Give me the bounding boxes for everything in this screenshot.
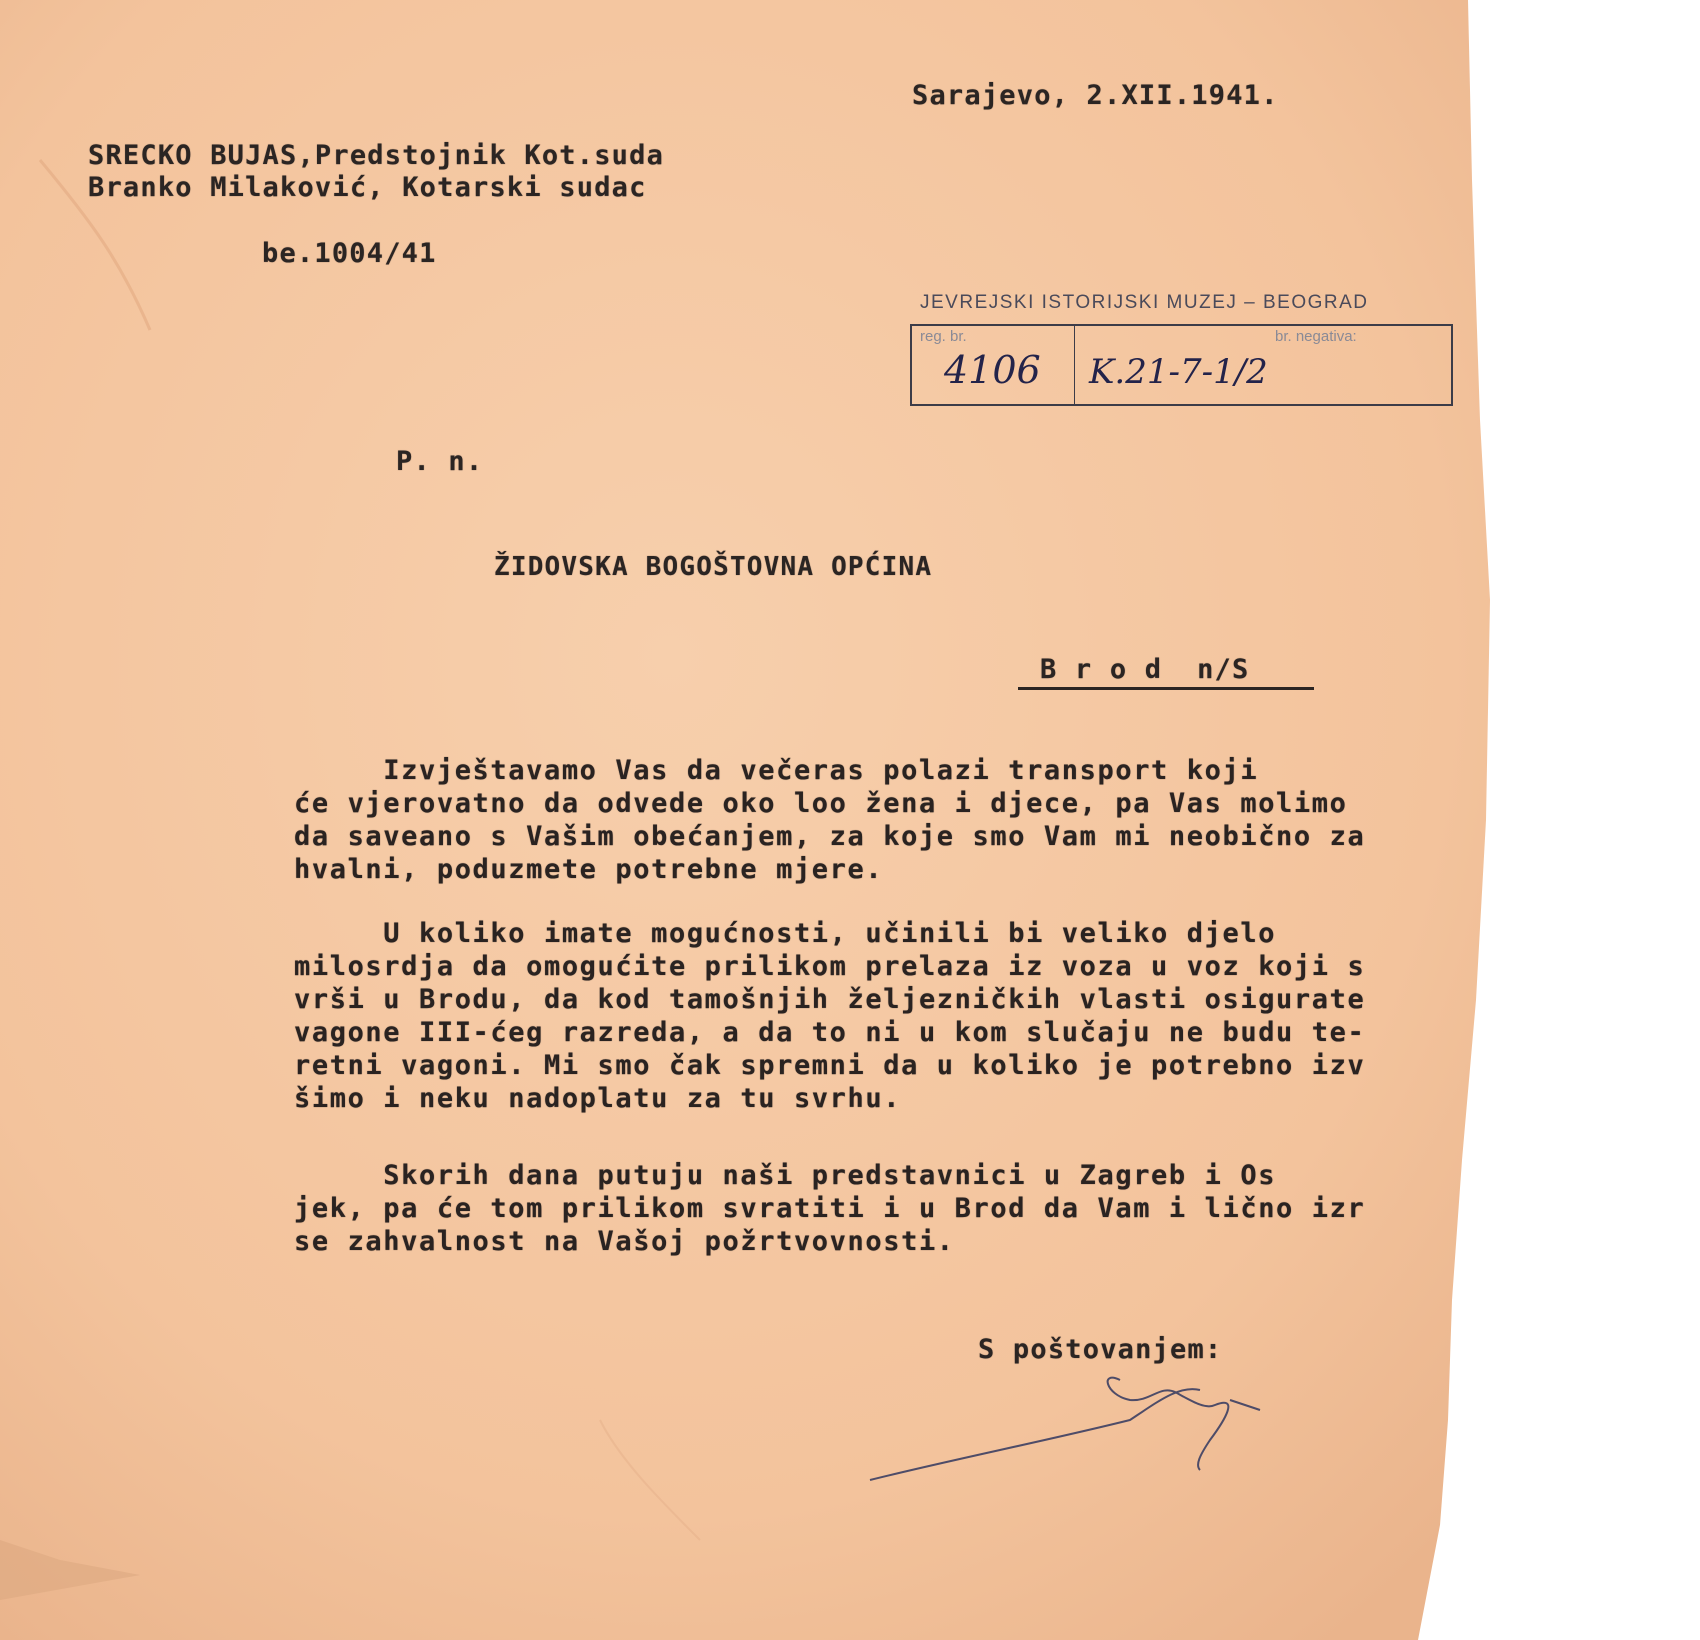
body-line: da saveano s Vašim obećanjem, za koje smo Vam mi neobično za	[294, 821, 1366, 852]
body-line: Skorih dana putuju naši predstavnici u Zagreb i Os	[294, 1160, 1277, 1191]
sender-line-2: Branko Milaković, Kotarski sudac	[88, 172, 647, 203]
body-line: se zahvalnost na Vašoj požrtvovnosti.	[294, 1226, 955, 1257]
body-line: milosrdja da omogućite prilikom prelaza iz voza u voz koji s	[294, 951, 1366, 982]
body-line: hvalni, poduzmete potrebne mjere.	[294, 854, 884, 885]
stamp-reg-label: reg. br.	[920, 328, 967, 345]
body-line: vrši u Brodu, da kod tamošnjih željezničkih vlasti osigurate	[294, 984, 1366, 1015]
body-line: U koliko imate mogućnosti, učinili bi veliko djelo	[294, 918, 1277, 949]
closing: S poštovanjem:	[978, 1334, 1223, 1365]
stamp-signature-value: K.21-7-1/2	[1089, 352, 1268, 392]
body-line: jek, pa će tom prilikom svratiti i u Brod da Vam i lično izr	[294, 1193, 1366, 1224]
body-line: će vjerovatno da odvede oko loo žena i djece, pa Vas molimo	[294, 788, 1348, 819]
salutation: P. n.	[396, 446, 484, 477]
body-line: Izvještavamo Vas da večeras polazi transport koji	[294, 755, 1259, 786]
letter-date: Sarajevo, 2.XII.1941.	[912, 80, 1279, 111]
reference-number: be.1004/41	[262, 238, 437, 269]
recipient-name: ŽIDOVSKA BOGOŠTOVNA OPĆINA	[494, 552, 933, 582]
body-line: vagone III-ćeg razreda, a da to ni u kom slučaju ne budu te-	[294, 1017, 1366, 1048]
sender-line-1: SRECKO BUJAS,Predstojnik Kot.suda	[88, 140, 665, 171]
stamp-title: JEVREJSKI ISTORIJSKI MUZEJ – BEOGRAD	[920, 292, 1369, 313]
body-line: šimo i neku nadoplatu za tu svrhu.	[294, 1083, 902, 1114]
body-line: retni vagoni. Mi smo čak spremni da u koliko je potrebno izv	[294, 1050, 1366, 1081]
stamp-reg-value: 4106	[944, 348, 1041, 392]
recipient-city: B r o d n/S	[1040, 654, 1250, 685]
stamp-negative-label: br. negativa:	[1275, 328, 1357, 345]
